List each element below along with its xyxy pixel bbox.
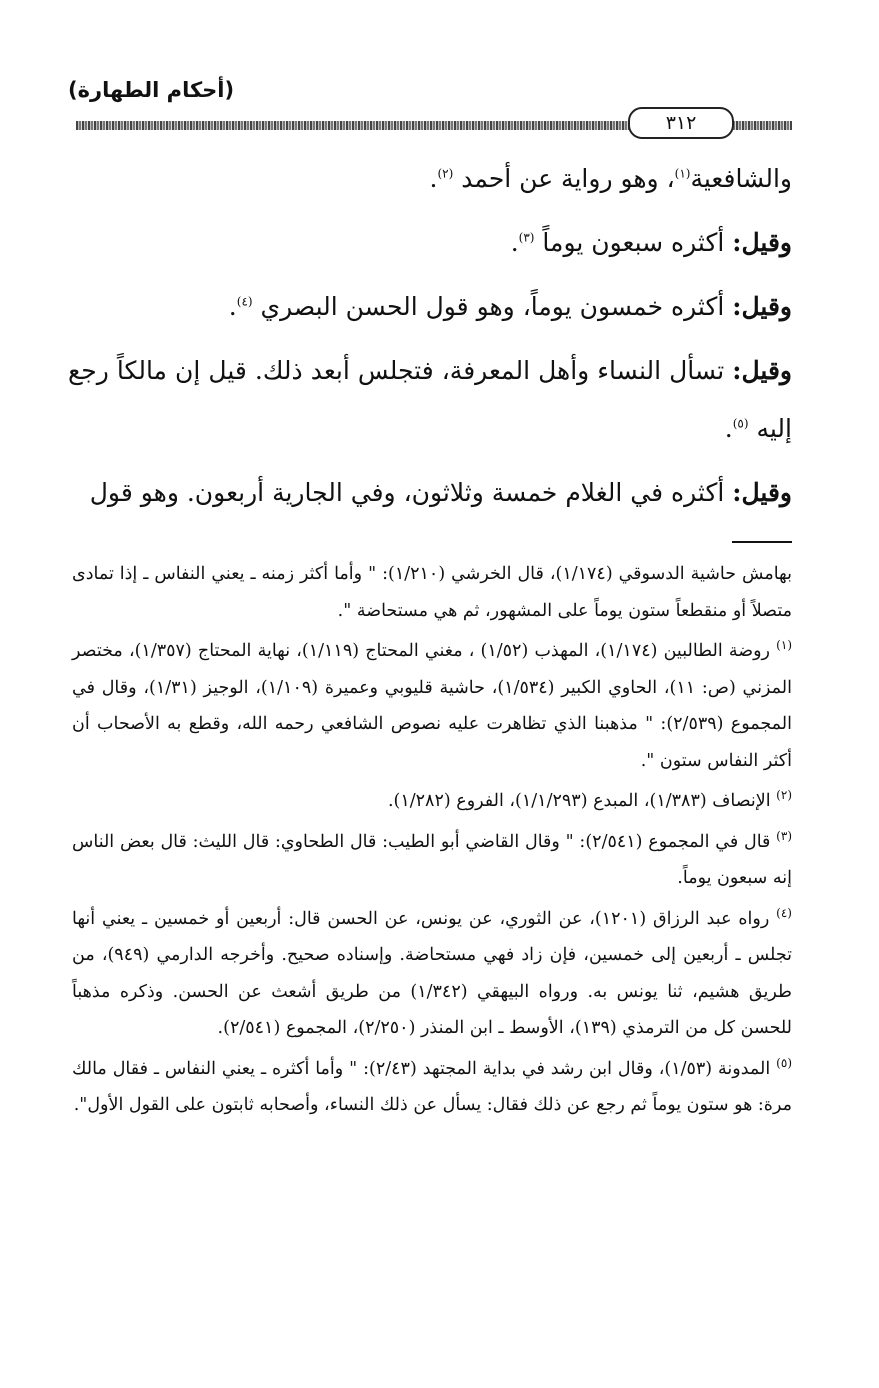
paragraph-lead: وقيل: [732,228,792,257]
footnote-1: $^{(١)}$ روضة الطالبين (١/١٧٤)، المهذب (١/٥٢) ، مغني المحتاج (١/١١٩)، نهاية المحتاج (١/٣٥٧)، مختصر المزني (ص: ١١)، الحاوي الكبير (١/٥٣٤)، حاشية قليوبي وعميرة (١/١٠٩)، الوجيز (١/٣١)، وقال في المجموع (٢/٥٣٩): " مذهبنا الذي تظاهرت عليه نصوص الشافعي رحمه الله، وقطع به الأصحاب أن أكثر النفاس ستون ". [72,638,792,771]
paragraph-lead: وقيل: [732,356,792,385]
running-title: (أحكام الطهارة) [68,78,235,102]
footnote-ref-2[interactable]: (٢) [437,166,454,181]
footnotes [72,556,792,1124]
main-text [68,150,792,522]
footnote-separator [732,541,792,543]
footnote-marker: (٢) [776,788,792,803]
paragraph-lead: وقيل: [732,478,792,507]
footnote-ref-5[interactable]: (٥) [732,416,749,431]
footnote-marker: (٣) [776,828,792,843]
footnote-4: $^{(٤)}$ رواه عبد الرزاق (١٢٠١)، عن الثوري، عن يونس، عن الحسن قال: أربعين أو خمسين ـ يعني أنها تجلس ـ أربعين إلى خمسين، فإن زاد فهي مستحاضة. وإسناده صحيح. وأخرجه الدارمي (٩٤٩)، من طريق هشيم، ثنا يونس به. ورواه البيهقي (١/٣٤٢) من طريق أشعث عن الحسن. وذكره مذهباً للحسن كل من الترمذي (١٣٩)، الأوسط ـ ابن المنذر (٢/٢٥٠)، المجموع (٢/٥٤١). [72,905,792,1038]
paragraph-4: وقيل: تسأل النساء وأهل المعرفة، فتجلس أبعد ذلك. قيل إن مالكاً رجع إليه $^{(٥)}$. [68,356,792,443]
footnote-continuation: بهامش حاشية الدسوقي (١/١٧٤)، قال الخرشي (١/٢١٠): " وأما أكثر زمنه ـ يعني النفاس ـ إذا تمادى متصلاً أو منقطعاً ستون يوماً على المشهور، ثم هي مستحاضة ". [72,564,792,621]
paragraph-lead: وقيل: [732,292,792,321]
paragraph-5: وقيل: أكثره في الغلام خمسة وثلاثون، وفي الجارية أربعون. وهو قول [89,478,792,507]
paragraph-1: والشافعية$^{(١)}$، وهو رواية عن أحمد $^{(٢)}$. [429,164,792,193]
footnote-marker: (١) [776,638,792,653]
footnote-5: $^{(٥)}$ المدونة (١/٥٣)، وقال ابن رشد في بداية المجتهد (٢/٤٣): " وأما أكثره ـ يعني النفاس ـ فقال مالك مرة: هو ستون يوماً ثم رجع عن ذلك فقال: يسأل عن ذلك النساء، وأصحابه ثابتون على القول الأول". [72,1055,792,1115]
paragraph-2: وقيل: أكثره سبعون يوماً $^{(٣)}$. [510,228,792,257]
footnote-ref-1[interactable]: (١) [674,166,691,181]
paragraph-3: وقيل: أكثره خمسون يوماً، وهو قول الحسن البصري $^{(٤)}$. [228,292,792,321]
footnote-2: $^{(٢)}$ الإنصاف (١/٣٨٣)، المبدع (١/١/٢٩٣)، الفروع (١/٢٨٢). [387,788,792,811]
footnote-ref-4[interactable]: (٤) [236,294,253,309]
footnote-ref-3[interactable]: (٣) [518,230,535,245]
footnote-marker: (٥) [776,1055,792,1070]
footnote-marker: (٤) [776,905,792,920]
footnote-3: $^{(٣)}$ قال في المجموع (٢/٥٤١): " وقال القاضي أبو الطيب: قال الطحاوي: قال الليث: قال بعض الناس إنه سبعون يوماً. [72,828,792,888]
page-number: ٣١٢ [628,107,734,139]
